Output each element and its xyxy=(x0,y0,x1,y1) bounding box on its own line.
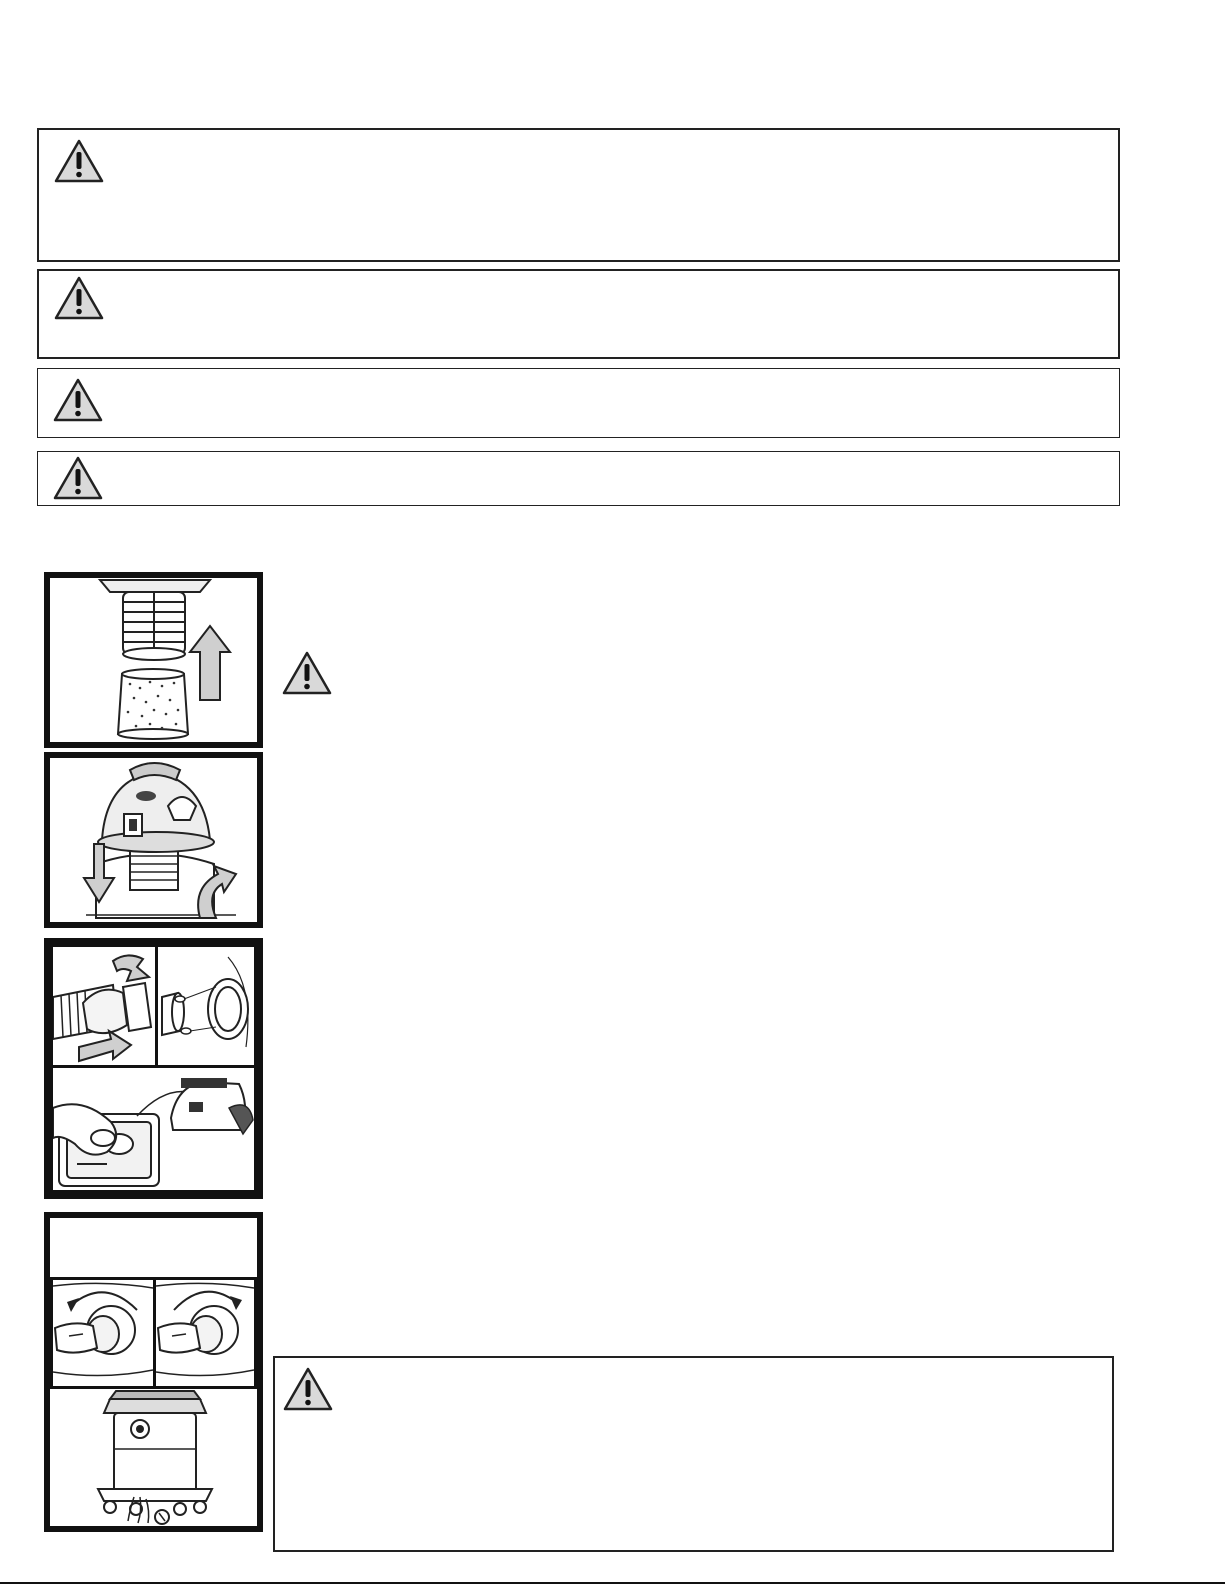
warning-triangle-icon xyxy=(53,275,105,321)
warning-box-1 xyxy=(37,128,1120,262)
illustration-filter-removal xyxy=(44,572,263,748)
drain-cap-close-illustration xyxy=(156,1280,254,1386)
illustration-drain xyxy=(44,1212,263,1532)
power-switch-subpanel xyxy=(50,1065,257,1193)
warning-box-3 xyxy=(37,368,1120,438)
port-detail-subpanel xyxy=(155,944,257,1068)
warning-box-2 xyxy=(37,269,1120,359)
warning-triangle-icon xyxy=(282,1366,334,1412)
hose-hand-illustration xyxy=(53,947,155,1065)
drain-cap-cw-subpanel xyxy=(153,1277,257,1389)
drain-vacuum-subpanel xyxy=(50,1386,257,1526)
illustration-lid-attach xyxy=(44,752,263,928)
filter-cage-illustration xyxy=(50,578,257,742)
warning-triangle-icon xyxy=(52,455,104,501)
drain-cap-open-illustration xyxy=(53,1280,153,1386)
hose-insert-subpanel xyxy=(50,944,158,1068)
warning-triangle-icon xyxy=(281,650,333,696)
inlet-port-illustration xyxy=(158,947,254,1065)
vacuum-drain-illustration xyxy=(50,1389,257,1526)
warning-box-5 xyxy=(273,1356,1114,1552)
illustration-hose-and-switch xyxy=(44,938,263,1199)
drain-cap-ccw-subpanel xyxy=(50,1277,156,1389)
power-switch-illustration xyxy=(53,1068,254,1190)
vacuum-lid-illustration xyxy=(50,758,257,922)
warning-box-4 xyxy=(37,451,1120,506)
arrow-up-icon xyxy=(190,626,230,700)
warning-triangle-icon xyxy=(53,138,105,184)
warning-triangle-icon xyxy=(52,377,104,423)
page-bottom-rule xyxy=(0,1582,1225,1584)
blank-header-subpanel xyxy=(50,1218,257,1280)
